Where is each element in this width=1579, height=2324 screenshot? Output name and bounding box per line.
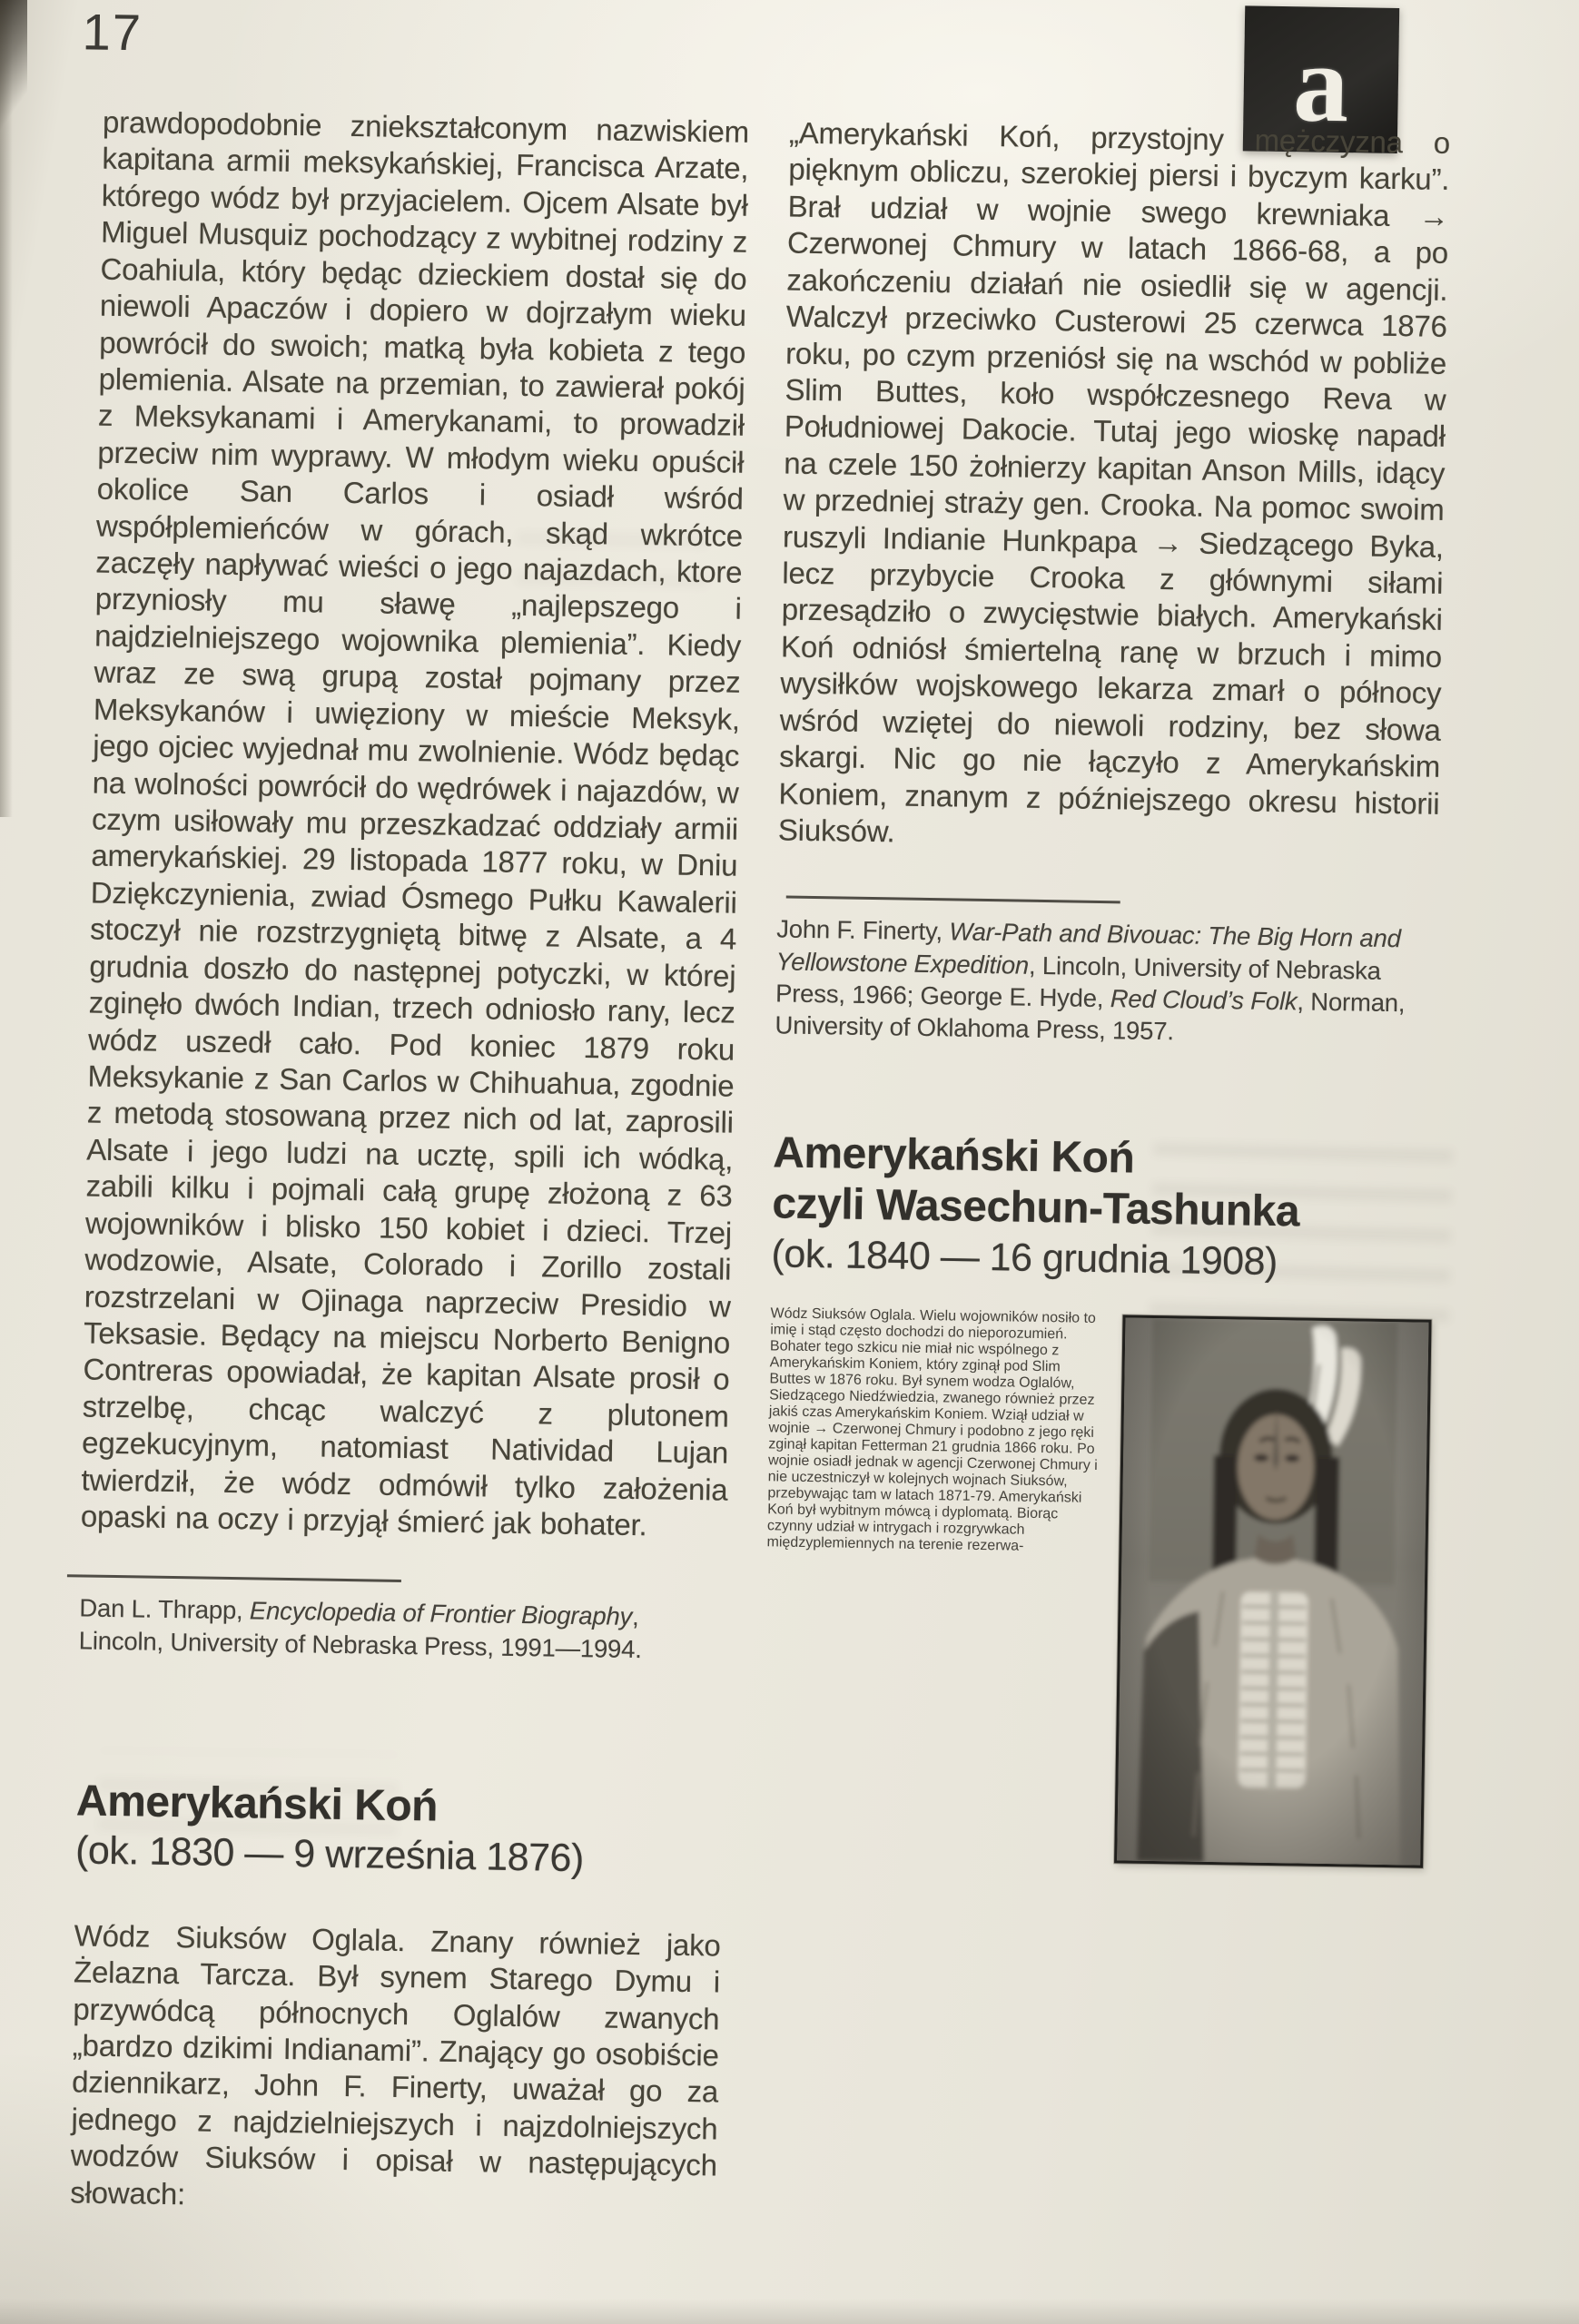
article-dates: (ok. 1840 — 16 grudnia 1908) — [771, 1231, 1278, 1284]
page-edge-shadow-bottom — [0, 2299, 1579, 2324]
american-horse-1-bibliography: John F. Finerty, War-Path and Bivouac: The Big Horn and Yellowstone Expedition, Lincoln, University of Nebraska Press, 1966; George E. Hyde, Red Cloud’s Folk, Norman, University of Oklahoma Press, 1957. — [775, 914, 1406, 1046]
section-letter: a — [1292, 22, 1350, 146]
bibliography-separator — [67, 1575, 401, 1583]
bibliography-separator — [786, 896, 1120, 904]
article-subtitle-prefix: czyli — [772, 1179, 877, 1230]
portrait-illustration — [1117, 1318, 1428, 1866]
article-title: Amerykański Koń — [772, 1128, 1135, 1183]
page-number: 17 — [82, 3, 143, 62]
american-horse-photo — [1114, 1315, 1431, 1868]
american-horse-1-continued-text: „Amerykański Koń, przystojny mężczyzna o pięknym obliczu, szerokiej piersi i byczym karku”. Brał udział w wojnie swego krewniaka → Czerwonej Chmury w latach 1866-68, a po zakończeniu działań nie osiedlił się w agencji. Walczył przeciwko Custerowi 25 czerwca 1876 roku, po czym przeniósł się na wschód w pobliże Slim Buttes, koło współczesnego Reva w Południowej Dakocie. Tutaj jego wioskę napadł na czele 150 żołnierzy kapitan Anson Mills, idący w przedniej straży gen. Crooka. Na pomoc swoim ruszyli Indianie Hunkpapa → Siedzącego Byka, lecz przybycie Crooka z głównymi siłami przesądziło o zwycięstwie białych. Amerykański Koń odniósł śmiertelną ranę w brzuch i mimo wysiłków wojskowego lekarza zmarł o północy wśród wziętej do niewoli rodziny, bez słowa skargi. Nic go nie łączyło z Amerykańskim Koniem, znanym z późniejszego okresu historii Siuksów. — [777, 115, 1451, 849]
article-subtitle-name: Wasechun-Tashunka — [875, 1181, 1300, 1236]
article-heading-american-horse-2 — [771, 1128, 1435, 1289]
alsate-article-continued-text: prawdopodobnie zniekształconym nazwiskiem kapitana armii meksykańskiej, Francisca Arzate, którego wódz był przyjacielem. Ojcem Alsate był Miguel Musquiz pochodzący z wybitnej rodziny z Coahiula, który będąc dzieckiem dostał się do niewoli Apaczów i dopiero w dojrzałym wieku powrócił do swoich; matką była kobieta z tego plemienia. Alsate na przemian, to zawierał pokój z Meksykanami i Amerykanami, to prowadził przeciw nim wyprawy. W młodym wieku opuścił okolice San Carlos i osiadł wśród współplemieńców w górach, skąd wkrótce zaczęły napływać wieści o jego najazdach, ktore przyniosły mu sławę „najlepszego i najdzielniejszego wojownika plemienia”. Kiedy wraz ze swą grupą został pojmany przez Meksykanów i uwięziony w mieście Meksyk, jego ojciec wyjednał mu zwolnienie. Wódz będąc na wolności powrócił do wędrówek i najazdów, w czym usiłowały mu przeszkadzać oddziały armii amerykańskiej. 29 listopada 1877 roku, w Dniu Dziękczynienia, zwiad Ósmego Pułku Kawalerii stoczył nie rozstrzygniętą bitwę z Alsate, a 4 grudnia doszło do następnej potyczki, w której zginęło dwóch Indian, trzech odniosło rany, lecz wódz uszedł cało. Pod koniec 1879 roku Meksykanie z San Carlos w Chihuahua, zgodnie z metodą stosowaną przez nich od lat, zaprosili Alsate i jego ludzi na ucztę, spili ich wódką, zabili kilku i pojmali całą grupę złożoną z 63 wojowników i blisko 150 kobiet i dzieci. Trzej wodzowie, Alsate, Colorado i Zorillo zostali rozstrzelani w Ojinaga naprzeciw Presidio w Teksasie. Będący na miejscu Norberto Benigno Contreras opowiadał, że kapitan Alsate prosił o strzelbę, chcąc walczyć z plutonem egzekucyjnym, natomiast Natividad Lujan twierdził, że wódz odmówił tylko założenia opaski na oczy i przyjął śmierć jak bohater. — [80, 104, 750, 1542]
article-title: Amerykański Koń — [75, 1777, 439, 1831]
american-horse-2-body-text: Wódz Siuksów Oglala. Wielu wojowników nosiło to imię i stąd często dochodzi do nieporozumień. Bohater tego szkicu nie miał nic wspólnego z Amerykańskim Koniem, który zginął pod Slim Buttes w 1876 roku. Był synem wodza Oglalów, Siedzącego Niedźwiedzia, zwanego również przez jakiś czas Amerykańskim Koniem. Wziął udział w wojnie → Czerwonej Chmury i podobno z jego ręki zginął kapitan Fetterman 21 grudnia 1866 roku. Po wojnie osiadł jednak w agencji Czerwonej Chmury i nie uczestniczył w kolejnych wojnach Siuksów, przebywając tam w latach 1871-79. Amerykański Koń był wybitnym mówcą i dyplomatą. Biorąc czynny udział w intrygach i rozgrywkach międzyplemiennych na terenie rezerwa- — [766, 1305, 1098, 1554]
article-dates: (ok. 1830 — 9 września 1876) — [74, 1828, 585, 1881]
american-horse-1-article-text: Wódz Siuksów Oglala. Znany również jako Żelazna Tarcza. Był synem Starego Dymu i przywódcą północnych Oglalów zwanych „bardzo dzikimi Indianami”. Znający go osobiście dziennikarz, John F. Finerty, uważał go za jednego z najdzielniejszych i najzdolniejszych wodzów Siuksów i opisał w następujących słowach: — [69, 1918, 721, 2211]
article-heading-american-horse-1 — [75, 1776, 724, 1886]
right-column — [762, 114, 1450, 1882]
left-column — [70, 104, 749, 2221]
alsate-bibliography: Dan L. Thrapp, Encyclopedia of Frontier Biography, Lincoln, University of Nebraska Press, 1991—1994. — [78, 1593, 642, 1663]
